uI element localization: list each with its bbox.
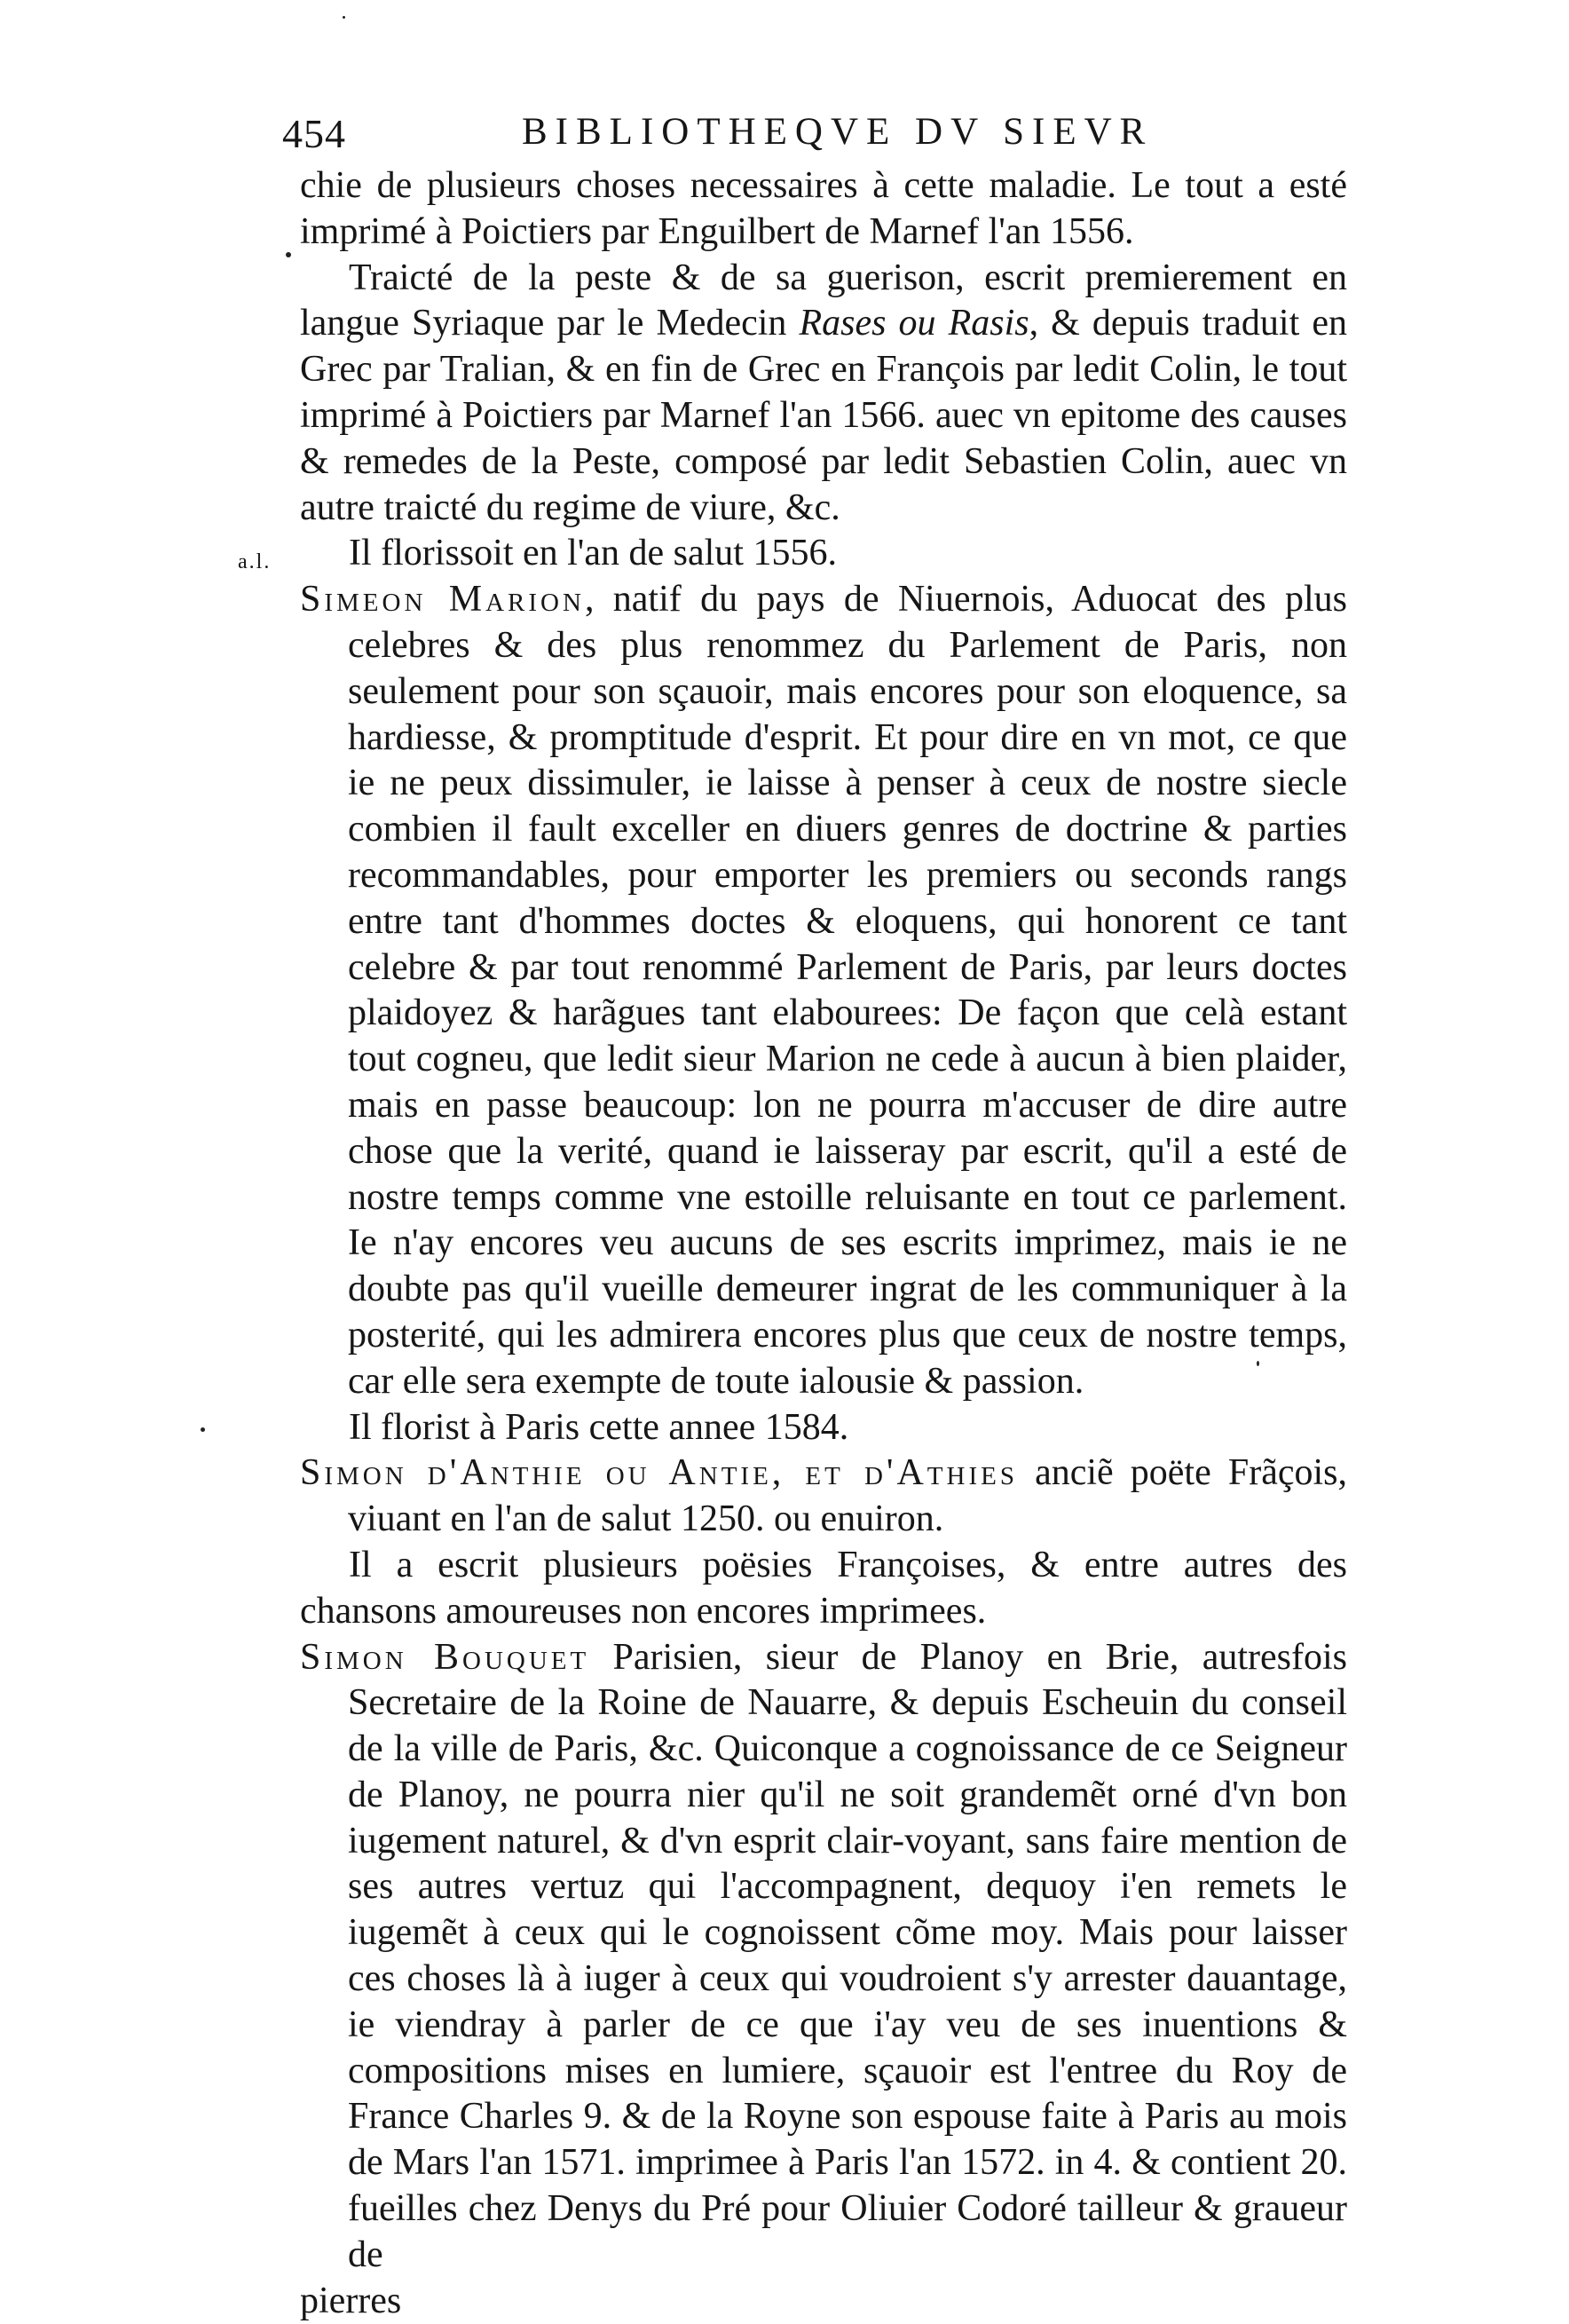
entry-name: Simeon Marion — [300, 579, 585, 621]
paragraph-text: , & depuis traduit en Grec par Tralian, & en fin de Grec en François par ledit Colin, le tout imprimé à Poictiers par Marnef l'an 1566. auec vn epitome des causes & remedes de la Peste, composé par ledit Sebastien Colin, auec vn autre traicté du regime de viure, &c. — [300, 303, 1347, 528]
entry-text: anciẽ poëte Frãçois, viuant en l'an de salut 1250. ou enuiron. — [348, 1452, 1347, 1540]
page-number: 454 — [282, 111, 346, 156]
paragraph-text: Il florissoit en l'an de salut 1556. — [349, 533, 837, 574]
paragraph-traicte-peste — [300, 256, 1347, 532]
ink-speck — [343, 16, 345, 19]
catchword — [300, 2279, 1347, 2324]
paragraph-text: chie de plusieurs choses necessaires à cette maladie. Le tout a esté imprimé à Poictiers par Enguilbert de Marnef l'an 1556. — [300, 165, 1347, 252]
entry-text: Parisien, sieur de Planoy en Brie, autresfois Secretaire de la Roine de Nauarre, & depuis Escheuin du conseil de la ville de Paris, &c. Quiconque a cognoissance de ce Seigneur de Planoy, ne pourra nier qu'il ne soit grandemẽt orné d'vn bon iugement naturel, & d'vn esprit clair-voyant, sans faire mention de ses autres vertuz qui l'accompagnent, dequoy i'en remets le iugemẽt à ceux qui le cognoissent cõme moy. Mais pour laisser ces choses là à iuger à ceux qui voudroient s'y arrester dauantage, ie viendray à parler de ce que i'ay veu de ses inuentions & compositions mises en lumiere, sçauoir est l'entree du Roy de France Charles 9. & de la Royne son espouse faite à Paris au mois de Mars l'an 1571. imprimee à Paris l'an 1572. in 4. & contient 20. fueilles chez Denys du Pré pour Oliuier Codoré tailleur & graueur de — [348, 1636, 1348, 2275]
entry-simeon-marion — [300, 577, 1347, 1404]
paragraph-continuation — [300, 163, 1347, 256]
body-text — [300, 163, 1347, 2324]
entry-text: , natif du pays de Niuernois, Aduocat des plus celebres & des plus renommez du Parlement de Paris, non seulement pour son sçauoir, mais encores pour son eloquence, sa hardiesse, & promptitude d'esprit. Et pour dire en vn mot, ce que ie ne peux dissimuler, ie laisse à penser à ceux de nostre siecle combien il fault exceller en diuers genres de doctrine & parties recommandables, pour emporter les premiers ou seconds rangs entre tant d'hommes doctes & eloquens, qui honorent ce tant celebre & par tout renommé Parlement de Paris, par leurs doctes plaidoyez & harãgues tant elabourees: De façon que celà estant tout cogneu, que ledit sieur Marion ne cede à aucun à bien plaider, mais en passe beaucoup: lon ne pourra m'accuser de dire autre chose que la verité, quand ie laisseray par escrit, qu'il a esté de nostre temps comme vne estoille reluisante en tout ce parlement. Ie n'ay encores veu aucuns de ses escrits imprimez, mais ie ne doubte pas qu'il vueille demeurer ingrat de les communiquer à la posterité, qui les admirera encores plus que ceux de nostre temps, car elle sera exempte de toute ialousie & passion. — [348, 579, 1347, 1402]
paragraph-text: Il a escrit plusieurs poësies Françoises, & entre autres des chansons amoureuses non encores imprimees. — [300, 1544, 1347, 1632]
ink-speck — [201, 1427, 205, 1432]
margin-note: a.l. — [238, 550, 272, 573]
paragraph-florist — [300, 1405, 1347, 1451]
paragraph-poesies — [300, 1543, 1347, 1635]
catchword-text: pierres — [300, 2280, 402, 2321]
running-title: BIBLIOTHEQVE DV SIEVR — [522, 111, 1154, 153]
ink-speck — [286, 252, 291, 257]
entry-simon-danthie — [300, 1451, 1347, 1543]
page-header — [282, 105, 1205, 167]
entry-name: Simon d'Anthie ou Antie, et d'Athies — [300, 1452, 1018, 1494]
paragraph-text: Traicté de la peste & de sa guerison, escrit premierement en langue Syriaque par le Medecin — [300, 257, 1347, 344]
author-name-italic: Rases ou Rasis — [799, 303, 1029, 344]
paragraph-text: Il florist à Paris cette annee 1584. — [349, 1406, 849, 1448]
entry-name: Simon Bouquet — [300, 1636, 590, 1678]
entry-simon-bouquet — [300, 1635, 1347, 2279]
paragraph-florissoit — [300, 531, 1347, 577]
